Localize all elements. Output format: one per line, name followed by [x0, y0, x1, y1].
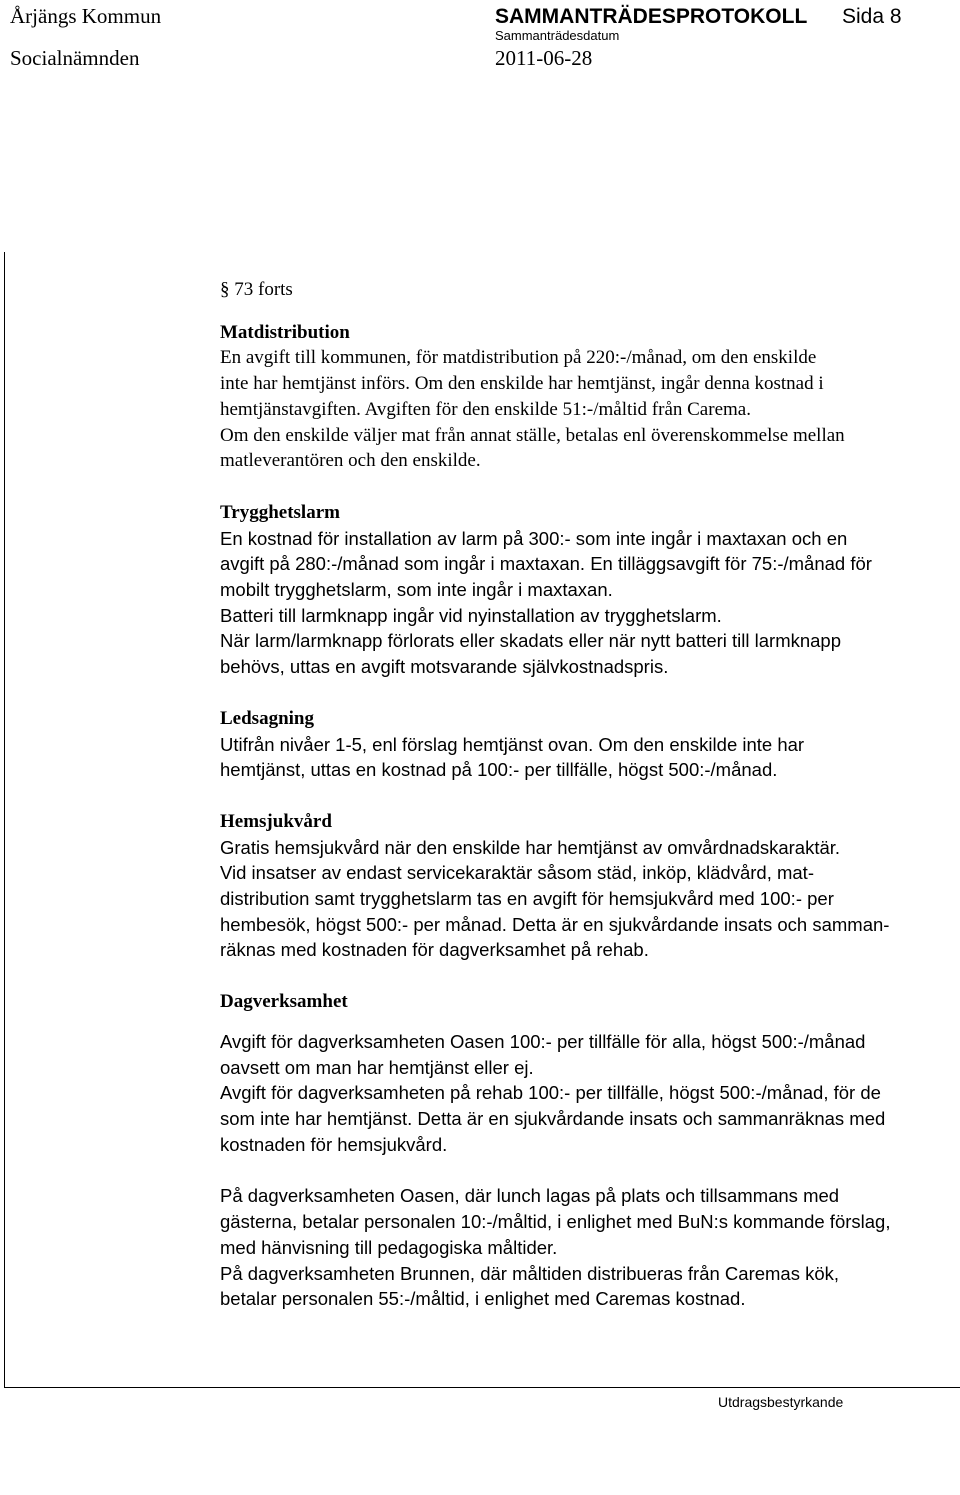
section-reference: § 73 forts [220, 279, 293, 300]
text-line: kostnaden för hemsjukvård. [220, 1133, 448, 1155]
organization-name: Årjängs Kommun [10, 4, 162, 28]
protocol-body [220, 277, 955, 1338]
document-type: SAMMANTRÄDESPROTOKOLL [495, 5, 808, 28]
text-line: hemtjänst, uttas en kostnad på 100:- per tillfälle, högst 500:-/månad. [220, 759, 778, 781]
text-line: matleverantören och den enskilde. [220, 450, 481, 472]
text-line: Avgift för dagverksamheten Oasen 100:- per tillfälle för alla, högst 500:-/månad [220, 1030, 866, 1052]
text-line: mobilt trygghetslarm, som inte ingår i maxtaxan. [220, 579, 613, 601]
section-ledsagning [220, 706, 955, 783]
section-trygghetslarm [220, 500, 955, 680]
section-dagverksamhet [220, 989, 955, 1157]
section-matdistribution [220, 320, 955, 474]
text-line: avgift på 280:-/månad som ingår i maxtaxan. En tilläggsavgift för 75:-/månad för [220, 553, 872, 575]
department-name: Socialnämnden [10, 46, 140, 70]
section-personal-meals [220, 1183, 955, 1312]
text-line: hemtjänstavgiften. Avgiften för den enskilde 51:-/måltid från Carema. [220, 398, 751, 420]
text-line: När larm/larmknapp förlorats eller skadats eller när nytt batteri till larmknapp [220, 630, 842, 652]
date-label: Sammanträdesdatum [495, 28, 620, 43]
text-line: På dagverksamheten Brunnen, där måltiden distribueras från Caremas kök, [220, 1262, 840, 1284]
text-line: med hänvisning till pedagogiska måltider. [220, 1236, 558, 1258]
text-line: hembesök, högst 500:- per månad. Detta är en sjukvårdande insats och samman- [220, 913, 890, 935]
text-line: Utifrån nivåer 1-5, enl förslag hemtjänst ovan. Om den enskilde inte har [220, 733, 805, 755]
text-line: oavsett om man har hemtjänst eller ej. [220, 1056, 534, 1078]
text-line: räknas med kostnaden för dagverksamhet på rehab. [220, 939, 649, 961]
section-heading: Dagverksamhet [220, 991, 348, 1013]
text-line: behövs, uttas en avgift motsvarande självkostnadspris. [220, 656, 669, 678]
left-margin-rule [4, 252, 5, 1387]
text-line: En avgift till kommunen, för matdistribution på 220:-/månad, om den enskilde [220, 347, 817, 369]
text-line: gästerna, betalar personalen 10:-/måltid, i enlighet med BuN:s kommande förslag, [220, 1211, 891, 1233]
text-line: Gratis hemsjukvård när den enskilde har hemtjänst av omvårdnadskaraktär. [220, 836, 841, 858]
certification-label: Utdragsbestyrkande [718, 1394, 844, 1410]
section-heading: Matdistribution [220, 321, 350, 343]
text-line: Om den enskilde väljer mat från annat ställe, betalas enl överenskommelse mellan [220, 424, 845, 446]
text-line: distribution samt trygghetslarm tas en avgift för hemsjukvård med 100:- per [220, 888, 834, 910]
section-heading: Trygghetslarm [220, 501, 340, 523]
text-line: En kostnad för installation av larm på 300:- som inte ingår i maxtaxan och en [220, 527, 848, 549]
text-line: betalar personalen 55:-/måltid, i enlighet med Caremas kostnad. [220, 1288, 746, 1310]
text-line: Avgift för dagverksamheten på rehab 100:- per tillfälle, högst 500:-/månad, för de [220, 1082, 881, 1104]
text-line: som inte har hemtjänst. Detta är en sjukvårdande insats och sammanräknas med [220, 1107, 886, 1129]
section-hemsjukvard [220, 809, 955, 963]
section-heading: Hemsjukvård [220, 810, 332, 832]
text-line: Batteri till larmknapp ingår vid nyinstallation av trygghetslarm. [220, 604, 722, 626]
text-line: Vid insatser av endast servicekaraktär såsom städ, inköp, klädvård, mat- [220, 862, 814, 884]
text-line: inte har hemtjänst införs. Om den enskilde har hemtjänst, ingår denna kostnad i [220, 373, 824, 395]
page-number: Sida 8 [842, 5, 902, 28]
text-line: På dagverksamheten Oasen, där lunch lagas på plats och tillsammans med [220, 1185, 840, 1207]
meeting-date: 2011-06-28 [495, 46, 593, 70]
footer-rule [4, 1387, 960, 1388]
section-heading: Ledsagning [220, 707, 314, 729]
